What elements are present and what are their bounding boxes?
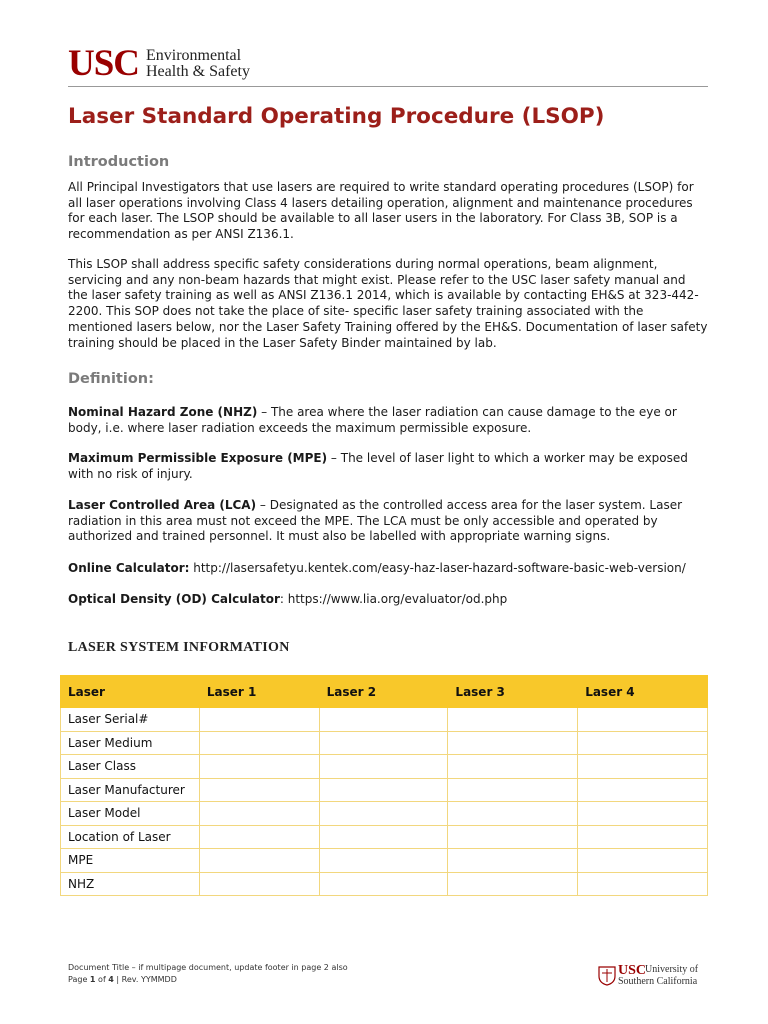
od-calculator xyxy=(68,592,708,608)
table-cell[interactable] xyxy=(319,802,448,826)
footer-logo-university: University of xyxy=(645,964,699,975)
logo-line-2: Health & Safety xyxy=(146,63,250,80)
table-cell[interactable] xyxy=(448,849,578,873)
introduction-paragraph-1: All Principal Investigators that use lasers are required to write standard operating procedures (LSOP) for all laser operations involving Class 4 lasers detailing operation, alignment and maintenance procedures for each laser. The LSOP should be available to all laser users in the laboratory. For Class 3B, SOP is a recommendation as per ANSI Z136.1. xyxy=(68,180,694,242)
row-label: Laser Model xyxy=(61,802,200,826)
table-row xyxy=(61,731,708,755)
laser-system-table xyxy=(60,675,708,896)
row-label: Laser Class xyxy=(61,755,200,779)
usc-logo-mark: USC xyxy=(68,43,140,84)
column-header: Laser 4 xyxy=(578,676,708,708)
column-header: Laser 2 xyxy=(319,676,448,708)
page-title: Laser Standard Operating Procedure (LSOP) xyxy=(68,104,605,129)
footer-logo-southern-california: Southern California xyxy=(618,976,698,987)
table-cell[interactable] xyxy=(578,849,708,873)
introduction-heading: Introduction xyxy=(68,154,170,170)
definition-text: – The area where the laser radiation can cause damage to the eye or body, i.e. where laser radiation exceeds the maximum permissible exposure. xyxy=(68,405,677,435)
table-row xyxy=(61,708,708,732)
table-cell[interactable] xyxy=(448,778,578,802)
table-cell[interactable] xyxy=(448,872,578,896)
table-row xyxy=(61,849,708,873)
row-label: Laser Serial# xyxy=(61,708,200,732)
definition-mpe xyxy=(68,451,708,482)
table-cell[interactable] xyxy=(578,731,708,755)
usc-seal-icon xyxy=(598,964,616,986)
table-cell[interactable] xyxy=(199,872,319,896)
table-row xyxy=(61,802,708,826)
table-cell[interactable] xyxy=(319,778,448,802)
page-prefix: Page xyxy=(68,975,90,984)
column-header: Laser xyxy=(61,676,200,708)
table-cell[interactable] xyxy=(199,849,319,873)
introduction-paragraph-2: This LSOP shall address specific safety considerations during normal operations, beam alignment, servicing and any non-beam hazards that might exist. Please refer to the USC laser safety manual and the laser safety training as well as ANSI Z136.1 2014, which is available by contacting EH&S at 323-442-2200. This SOP does not take the place of site- specific laser safety training associated with the mentioned lasers below, nor the Laser Safety Training offered by the EH&S. Documentation of laser safety training should be placed in the Laser Safety Binder maintained by lab. xyxy=(68,257,708,350)
table-cell[interactable] xyxy=(199,731,319,755)
column-header: Laser 3 xyxy=(448,676,578,708)
row-label: MPE xyxy=(61,849,200,873)
table-cell[interactable] xyxy=(319,755,448,779)
usc-footer-logo xyxy=(598,962,708,990)
definition-term: Laser Controlled Area (LCA) xyxy=(68,498,257,512)
footer-logo-usc: USC xyxy=(618,963,647,978)
header-divider xyxy=(68,86,708,87)
table-cell[interactable] xyxy=(199,825,319,849)
table-cell[interactable] xyxy=(319,731,448,755)
definition-term: Optical Density (OD) Calculator xyxy=(68,592,280,606)
table-cell[interactable] xyxy=(448,802,578,826)
page-current: 1 xyxy=(89,975,96,984)
definition-nhz xyxy=(68,405,708,436)
definition-text: – Designated as the controlled access area for the laser system. Laser radiation in this area must not exceed the MPE. The LCA must be only accessible and operated by authorized and trained personnel. It must also be labelled with appropriate warning signs. xyxy=(68,498,683,544)
table-cell[interactable] xyxy=(319,872,448,896)
logo-line-1: Environmental xyxy=(146,47,242,64)
table-cell[interactable] xyxy=(448,825,578,849)
row-label: NHZ xyxy=(61,872,200,896)
table-row xyxy=(61,872,708,896)
table-cell[interactable] xyxy=(578,825,708,849)
table-row xyxy=(61,755,708,779)
laser-system-heading: LASER SYSTEM INFORMATION xyxy=(68,640,290,655)
table-cell[interactable] xyxy=(578,778,708,802)
table-cell[interactable] xyxy=(199,778,319,802)
table-cell[interactable] xyxy=(578,802,708,826)
online-calculator-link: http://lasersafetyu.kentek.com/easy-haz-laser-hazard-software-basic-web-version/ xyxy=(189,561,686,575)
definition-heading: Definition: xyxy=(68,371,154,387)
table-row xyxy=(61,825,708,849)
table-cell[interactable] xyxy=(199,802,319,826)
table-header-row xyxy=(61,676,708,708)
table-cell[interactable] xyxy=(448,708,578,732)
online-calculator xyxy=(68,561,708,577)
column-header: Laser 1 xyxy=(199,676,319,708)
page-revision: | Rev. YYMMDD xyxy=(113,975,177,984)
table-cell[interactable] xyxy=(319,825,448,849)
table-row xyxy=(61,778,708,802)
definition-term: Maximum Permissible Exposure (MPE) xyxy=(68,451,328,465)
row-label: Location of Laser xyxy=(61,825,200,849)
table-cell[interactable] xyxy=(319,849,448,873)
page-of: of xyxy=(95,975,109,984)
header-logo xyxy=(68,44,708,86)
table-cell[interactable] xyxy=(199,755,319,779)
logo-subtitle xyxy=(146,48,250,80)
table-cell[interactable] xyxy=(578,755,708,779)
page-footer xyxy=(68,962,348,986)
definition-term: Online Calculator: xyxy=(68,561,190,575)
od-calculator-link: : https://www.lia.org/evaluator/od.php xyxy=(279,592,508,606)
definition-lca xyxy=(68,498,708,545)
footer-page-info xyxy=(68,974,348,986)
row-label: Laser Manufacturer xyxy=(61,778,200,802)
table-cell[interactable] xyxy=(319,708,448,732)
page-total: 4 xyxy=(108,975,114,984)
table-cell[interactable] xyxy=(448,731,578,755)
definition-text: – The level of laser light to which a worker may be exposed with no risk of injury. xyxy=(68,451,688,481)
table-cell[interactable] xyxy=(448,755,578,779)
row-label: Laser Medium xyxy=(61,731,200,755)
definition-term: Nominal Hazard Zone (NHZ) xyxy=(68,405,258,419)
footer-document-title: Document Title – if multipage document, update footer in page 2 also xyxy=(68,963,348,972)
table-cell[interactable] xyxy=(578,872,708,896)
table-cell[interactable] xyxy=(578,708,708,732)
table-cell[interactable] xyxy=(199,708,319,732)
